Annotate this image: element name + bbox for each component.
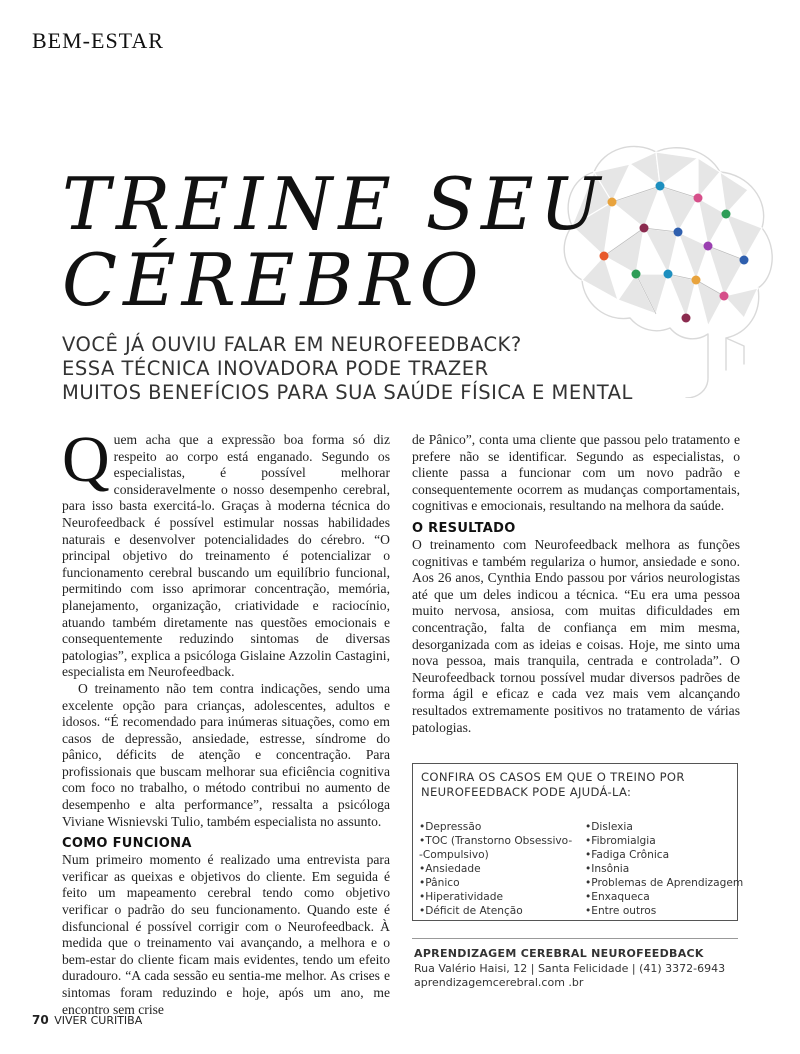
intro-text: uem acha que a expressão boa forma só diz respeito ao corpo está enganado. Segundo os especialistas, é possível melhorar consideravelmente o nosso desempenho cerebral, para isso basta exercitá-lo. Graças à moderna técnica do Neurofeedback é possível estimular nossas habilidades naturais e desenvolver potencialidades do cérebro. “O principal objetivo do treinamento é potencializar o funcionamento cerebral buscando um equilíbrio funcional, permitindo com isso aprimorar concentração, memória, planejamento, organização, criatividade e raciocínio, atuando também diretamente nas questões emocionais e consequentemente reduzindo sintomas de diversas patologias”, explica a psicóloga Gislaine Azzolin Castagini, especialista em Neurofeedback. <box>62 432 390 680</box>
brain-node <box>682 314 691 323</box>
info-box <box>412 763 744 921</box>
brain-node <box>640 224 649 233</box>
section-label: BEM-ESTAR <box>32 28 164 53</box>
list-item: • Problemas de Aprendizagem <box>585 876 735 890</box>
list-item: -Compulsivo) <box>419 849 489 861</box>
list-item: • Hiperatividade <box>419 890 589 904</box>
brain-node <box>722 210 731 219</box>
brain-node <box>656 182 665 191</box>
article-title-line-1: TREINE SEU <box>62 162 607 246</box>
body-paragraph <box>62 423 390 681</box>
brain-node <box>720 292 729 301</box>
brain-node <box>600 252 609 261</box>
contact-name: APRENDIZAGEM CEREBRAL NEUROFEEDBACK <box>414 947 704 960</box>
brain-node <box>704 242 713 251</box>
contact-site: aprendizagemcerebral.com .br <box>414 976 584 989</box>
list-item: • Insônia <box>585 862 735 876</box>
contact-block <box>414 947 744 991</box>
body-paragraph: O treinamento com Neurofeedback melhora as funções cognitivas e também regulariza o humor, ansiedade e sono. Aos 26 anos, Cynthia Endo passou por vários neurologistas até que um deles indicou a técnica. “Eu era uma pessoa muito nervosa, ansiosa, com muitas dificuldades em concentração, falta de confiança em mim mesma, desorganizada com as ideias e coisas. Hoje, me sinto uma nova pessoa, mais tranquila, centrada e controlada”. O Neurofeedback tornou possível mudar diversos padrões de forma ágil e eficaz e cada vez mais vem alcançando resultados extremamente positivos no tratamento de várias patologias. <box>412 536 740 735</box>
contact-address: Rua Valério Haisi, 12 | Santa Felicidade | (41) 3372-6943 <box>414 961 726 975</box>
list-item: • TOC (Transtorno Obsessivo- <box>419 834 589 848</box>
list-item: • Dislexia <box>585 820 735 834</box>
brain-node <box>664 270 673 279</box>
conditions-list-right <box>585 820 744 918</box>
info-box-heading: CONFIRA OS CASOS EM QUE O TREINO POR NEUROFEEDBACK PODE AJUDÁ-LA: <box>421 770 685 799</box>
subtitle-line: ESSA TÉCNICA INOVADORA PODE TRAZER <box>62 357 489 380</box>
body-column-left <box>62 423 390 1018</box>
divider <box>412 938 738 939</box>
subtitle-line: MUITOS BENEFÍCIOS PARA SUA SAÚDE FÍSICA E MENTAL <box>62 381 633 404</box>
list-item: • Ansiedade <box>419 862 589 876</box>
brain-node <box>674 228 683 237</box>
section-heading-como-funciona: COMO FUNCIONA <box>62 836 192 852</box>
brain-node <box>692 276 701 285</box>
list-item: • Pânico <box>419 876 589 890</box>
list-item: • Entre outros <box>585 904 735 918</box>
magazine-name: VIVER CURITIBA <box>54 1014 143 1027</box>
article-subtitle <box>62 333 702 405</box>
list-item: • Depressão <box>419 820 589 834</box>
list-item: • Fadiga Crônica <box>585 848 735 862</box>
drop-cap: Q <box>62 423 110 496</box>
body-paragraph: O treinamento não tem contra indicações, sendo uma excelente opção para crianças, adolescentes, adultos e idosos. “É recomendado para inúmeras situações, como em casos de depressão, ansiedade, estresse, síndrome do pânico, déficits de atenção e concentração. Para profissionais que buscam melhorar sua eficiência cognitiva com foco no trabalho, o método contribui no aumento de desempenho e alta performance”, ressalta a psicóloga Viviane Wisnievski Tulio, também especialista no assunto. <box>62 680 390 829</box>
article-title-line-2: CÉREBRO <box>62 238 485 322</box>
page-footer <box>32 1013 142 1027</box>
conditions-list-left <box>419 820 589 918</box>
list-item: • Fibromialgia <box>585 834 735 848</box>
page-number: 70 <box>32 1013 49 1027</box>
brain-node <box>632 270 641 279</box>
brain-node <box>608 198 617 207</box>
subtitle-line: VOCÊ JÁ OUVIU FALAR EM NEUROFEEDBACK? <box>62 333 522 356</box>
body-column-right <box>412 432 740 736</box>
list-item: • Enxaqueca <box>585 890 735 904</box>
brain-node <box>694 194 703 203</box>
body-paragraph: de Pânico”, conta uma cliente que passou pelo tratamento e prefere não se identificar. Segundo as especialistas, o cliente passa a funcionar com um novo padrão e consequentemente ocorrem as mudanças comportamentais, cognitivas e emocionais, resultando na melhora da saúde. <box>412 432 740 514</box>
section-heading-resultado: O RESULTADO <box>412 520 516 536</box>
list-item: • Déficit de Atenção <box>419 904 589 918</box>
body-paragraph: Num primeiro momento é realizado uma entrevista para verificar as queixas e objetivos do cliente. Em seguida é feito um mapeamento cerebral tendo como objetivo verificar o padrão do seu funcionamento. Quando este é disfuncional é possível corrigir com o Neurofeedback. À medida que o treinamento vai avançando, a melhora e o bem-estar do cliente ficam mais evidentes, tendo um efeito duradouro. “A cada sessão eu sentia-me melhor. As crises e sintomas foram reduzindo e hoje, após um ano, me encontro sem crise <box>62 852 390 1017</box>
brain-node <box>740 256 749 265</box>
